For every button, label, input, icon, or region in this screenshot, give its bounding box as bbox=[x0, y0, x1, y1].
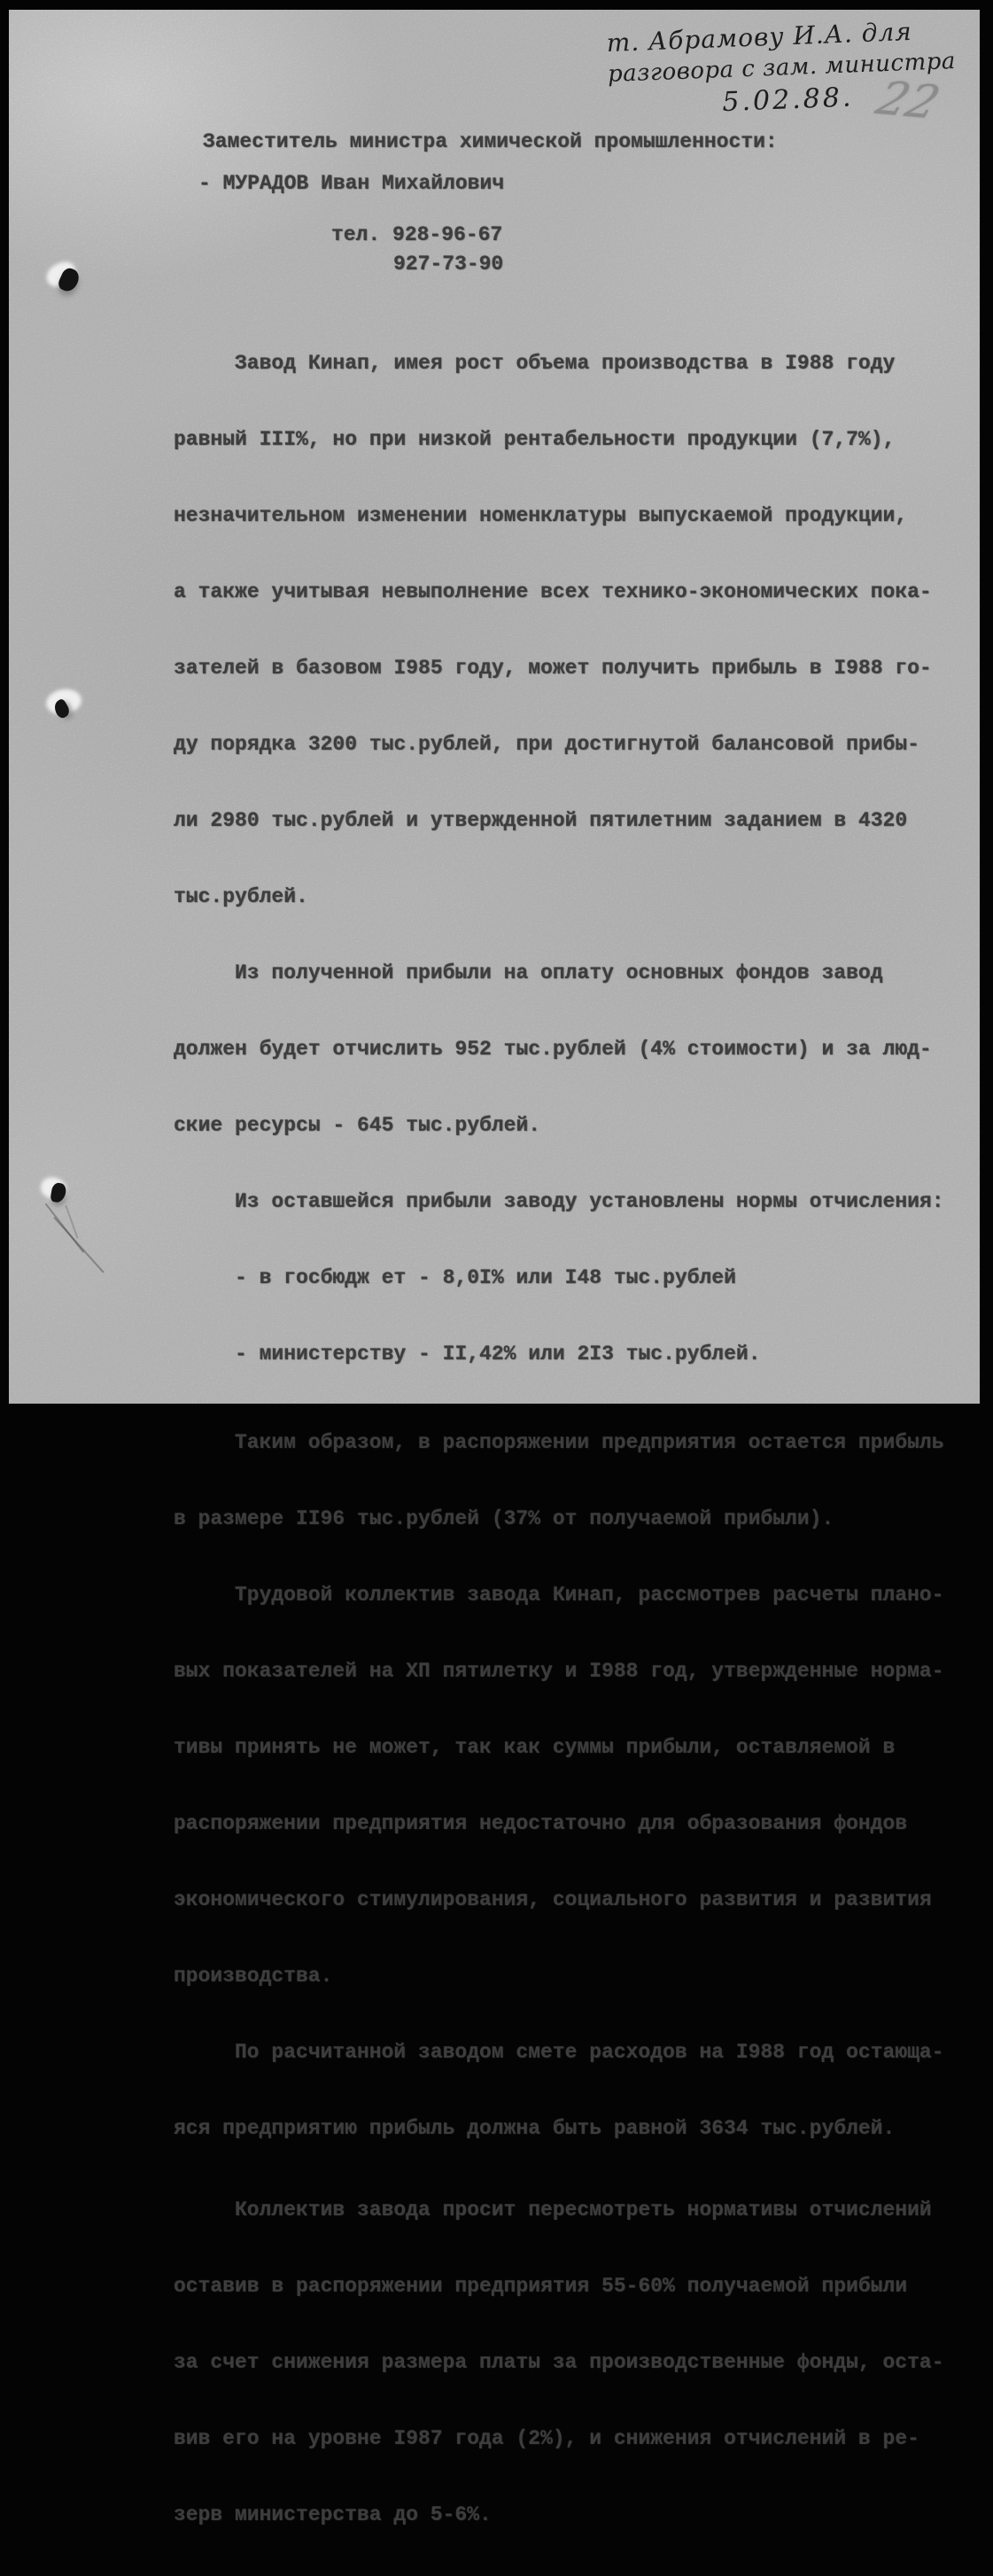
typed-line: равный III%, но при низкой рентабельности продукции (7,7%), bbox=[174, 428, 896, 451]
pencil-page-number: 22 bbox=[870, 72, 947, 130]
hole-punch-mark bbox=[41, 686, 94, 739]
typed-line: ские ресурсы - 645 тыс.рублей. bbox=[174, 1114, 541, 1137]
typed-line: Из оставшейся прибыли заводу установлены нормы отчисления: bbox=[235, 1190, 944, 1213]
typed-line: ду порядка 3200 тыс.рублей, при достигнутой балансовой прибы- bbox=[174, 733, 919, 756]
typed-line: распоряжении предприятия недостаточно для образования фондов bbox=[174, 1812, 908, 1835]
official-name: - МУРАДОВ Иван Михайлович bbox=[198, 172, 505, 195]
typed-line: в размере II96 тыс.рублей (37% от получаемой прибыли). bbox=[174, 1507, 834, 1530]
typed-line: производства. bbox=[174, 1965, 333, 1988]
typed-line: за счет снижения размера платы за производственные фонды, оста- bbox=[174, 2351, 944, 2374]
typed-line: а также учитывая невыполнение всех технико-экономических пока- bbox=[174, 580, 932, 603]
typed-line: зателей в базовом I985 году, может получить прибыль в I988 го- bbox=[174, 657, 932, 680]
typed-line: - в госбюдж ет - 8,0I% или I48 тыс.рублей bbox=[235, 1266, 736, 1289]
typed-line: яся предприятию прибыль должна быть равной 3634 тыс.рублей. bbox=[174, 2117, 896, 2140]
typed-line: вив его на уровне I987 года (2%), и снижения отчислений в ре- bbox=[174, 2427, 919, 2450]
typed-line: ли 2980 тыс.рублей и утвержденной пятилетним заданием в 4320 bbox=[174, 809, 908, 832]
typed-line: незначительном изменении номенклатуры выпускаемой продукции, bbox=[174, 504, 908, 527]
typed-line: оставив в распоряжении предприятия 55-60% получаемой прибыли bbox=[174, 2275, 908, 2298]
typed-line: Коллектив завода просит пересмотреть нормативы отчислений bbox=[235, 2199, 932, 2222]
typed-line: вых показателей на ХП пятилетку и I988 год, утвержденные норма- bbox=[174, 1660, 944, 1683]
handwritten-note-date: 5.02.88. bbox=[721, 82, 855, 119]
typed-line: экономического стимулирования, социального развития и развития bbox=[174, 1888, 932, 1911]
document-title: Заместитель министра химической промышленности: bbox=[203, 130, 778, 153]
typed-line: должен будет отчислить 952 тыс.рублей (4% стоимости) и за люд- bbox=[174, 1038, 932, 1061]
document-body bbox=[174, 302, 971, 2576]
typed-line: Трудовой коллектив завода Кинап, рассмотрев расчеты плано- bbox=[235, 1584, 944, 1607]
handwritten-note-line: т. Абрамову И.А. для bbox=[606, 16, 913, 58]
handwritten-note-line: разговора с зам. министра bbox=[607, 47, 957, 89]
hole-punch-mark bbox=[44, 256, 97, 309]
typed-line: тивы принять не может, так как суммы прибыли, оставляемой в bbox=[174, 1736, 896, 1759]
typed-line: - министерству - II,42% или 2I3 тыс.рублей. bbox=[235, 1342, 761, 1366]
phone-number-1: тел. 928-96-67 bbox=[331, 223, 503, 246]
typed-line: Завод Кинап, имея рост объема производства в I988 году bbox=[235, 352, 896, 375]
typed-line: зерв министерства до 5-6%. bbox=[174, 2503, 492, 2526]
typed-line: Таким образом, в распоряжении предприятия остается прибыль bbox=[235, 1431, 944, 1454]
typed-line: тыс.рублей. bbox=[174, 885, 308, 908]
typed-line: По расчитанной заводом смете расходов на I988 год остающа- bbox=[235, 2041, 944, 2064]
phone-number-2: 927-73-90 bbox=[393, 253, 504, 276]
typed-line: Из полученной прибыли на оплату основных фондов завод bbox=[235, 961, 883, 984]
